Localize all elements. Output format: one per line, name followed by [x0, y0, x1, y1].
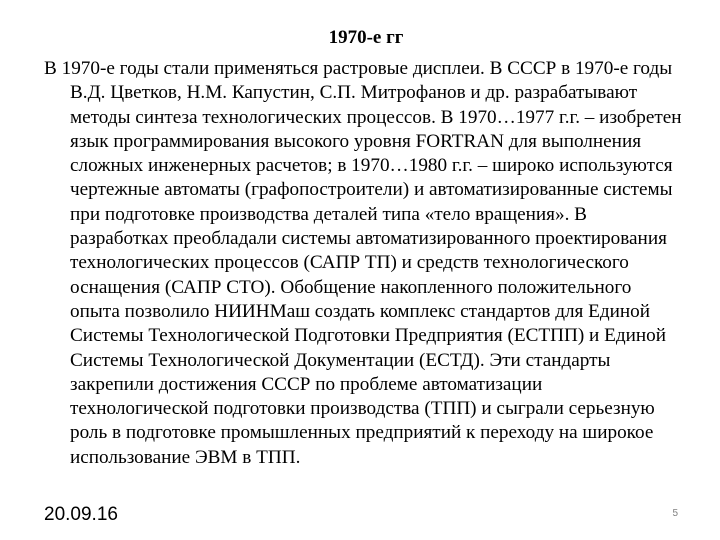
slide-page-number: 5: [672, 508, 678, 519]
slide-body-paragraph: В 1970-е годы стали применяться растровые дисплеи. В СССР в 1970-е годы В.Д. Цветков, Н.М. Капустин, С.П. Митрофанов и др. разрабатывают методы синтеза технологических процессов. В 1970…1977 г.г. – изобретен язык программирования высокого уровня FORTRAN для выполнения сложных инженерных расчетов; в 1970…1980 г.г. – широко используются чертежные автоматы (графопостроители) и автоматизированные системы при подготовке производства деталей типа «тело вращения». В разработках преобладали системы автоматизированного проектирования технологических процессов (САПР ТП) и средств технологического оснащения (САПР СТО). Обобщение накопленного положительного опыта позволило НИИНМаш создать комплекс стандартов для Единой Системы Технологической Подготовки Предприятия (ЕСТПП) и Единой Системы Технологической Документации (ЕСТД). Эти стандарты закрепили достижения СССР по проблеме автоматизации технологической подготовки производства (ТПП) и сыграли серьезную роль в подготовке промышленных предприятий к переходу на широкое использование ЭВМ в ТПП.: [44, 58, 682, 468]
slide-title: 1970-е гг: [328, 27, 404, 48]
footer-date: 20.09.16: [44, 504, 118, 525]
